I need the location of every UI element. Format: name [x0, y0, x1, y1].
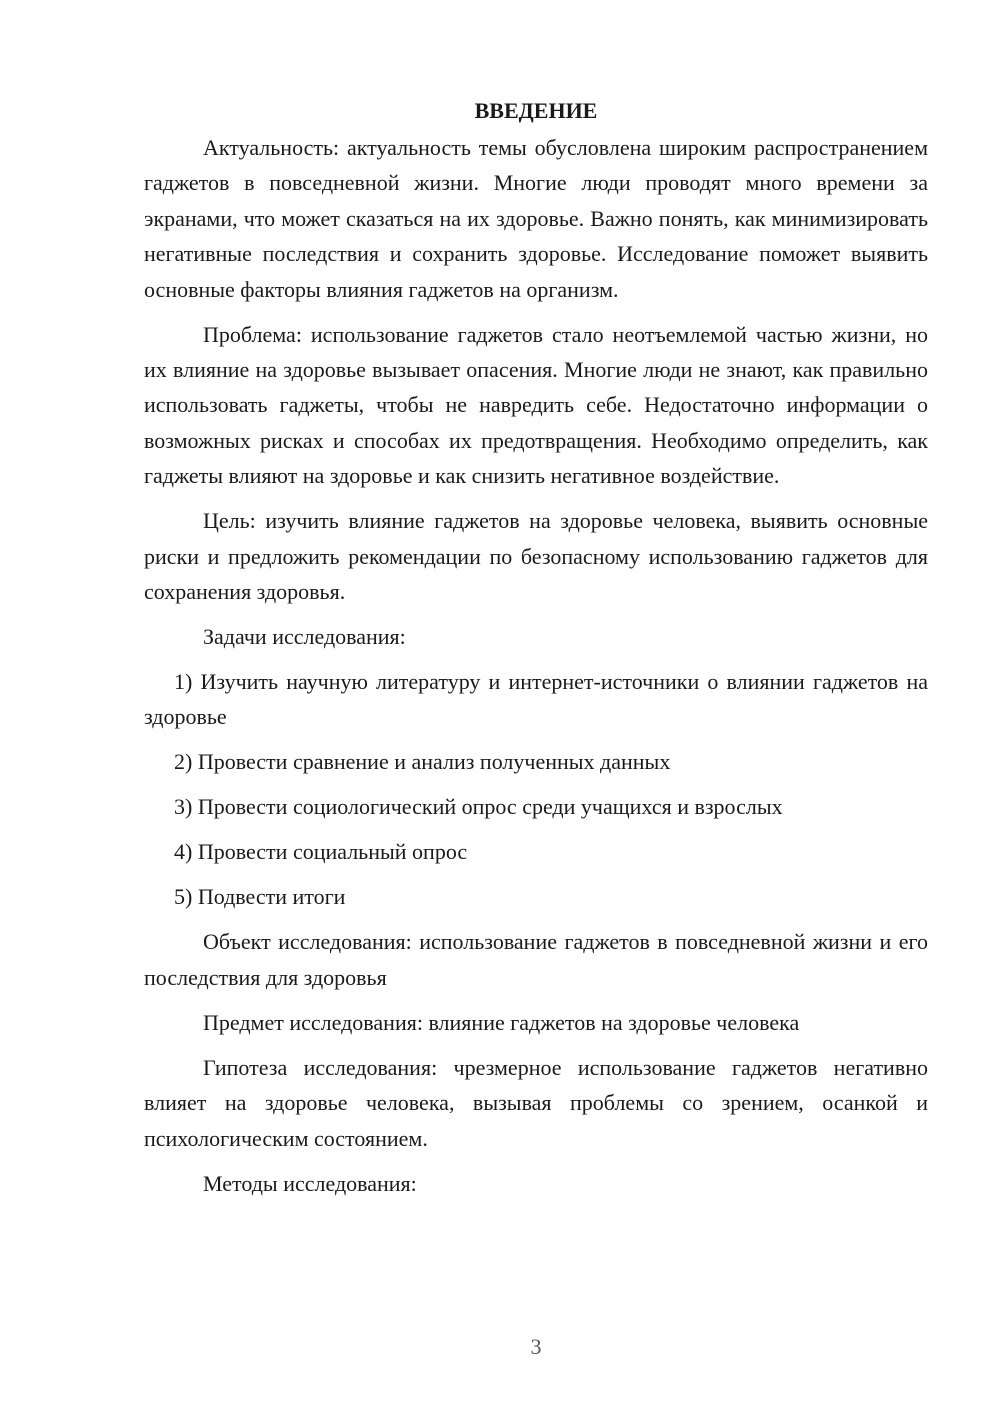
- hypothesis-paragraph: Гипотеза исследования: чрезмерное использование гаджетов негативно влияет на здоровье человека, вызывая проблемы со зрением, осанкой и психологическим состоянием.: [144, 1054, 928, 1151]
- document-page: [144, 96, 928, 1211]
- methods-title: Методы исследования:: [203, 1170, 417, 1196]
- page-number: 3: [530, 1334, 542, 1359]
- problem-paragraph: Проблема: использование гаджетов стало неотъемлемой частью жизни, но их влияние на здоровье вызывает опасения. Многие люди не знают, как правильно использовать гаджеты, чтобы не навредить себе. Недостаточно информации о возможных рисках и способах их предотвращения. Необходимо определить, как гаджеты влияют на здоровье и как снизить негативное воздействие.: [144, 321, 928, 489]
- list-item: 2) Провести сравнение и анализ полученных данных: [174, 749, 671, 775]
- page-title: ВВЕДЕНИЕ: [474, 98, 598, 123]
- object-paragraph: Объект исследования: использование гаджетов в повседневной жизни и его последствия для здоровья: [144, 929, 928, 990]
- list-item: 3) Провести социологический опрос среди учащихся и взрослых: [174, 794, 783, 820]
- list-item: 1) Изучить научную литературу и интернет-источники о влиянии гаджетов на здоровье: [144, 669, 928, 730]
- tasks-title: Задачи исследования:: [203, 624, 406, 650]
- relevance-paragraph: Актуальность: актуальность темы обусловлена широким распространением гаджетов в повседневной жизни. Многие люди проводят много времени за экранами, что может сказаться на их здоровье. Важно понять, как минимизировать негативные последствия и сохранить здоровье. Исследование поможет выявить основные факторы влияния гаджетов на организм.: [144, 135, 928, 302]
- list-item: 5) Подвести итоги: [174, 884, 346, 910]
- subject-paragraph: Предмет исследования: влияние гаджетов на здоровье человека: [203, 1009, 800, 1035]
- list-item: 4) Провести социальный опрос: [174, 839, 468, 865]
- goal-paragraph: Цель: изучить влияние гаджетов на здоровье человека, выявить основные риски и предложить рекомендации по безопасному использованию гаджетов для сохранения здоровья.: [144, 508, 928, 605]
- tasks-list: [144, 664, 928, 915]
